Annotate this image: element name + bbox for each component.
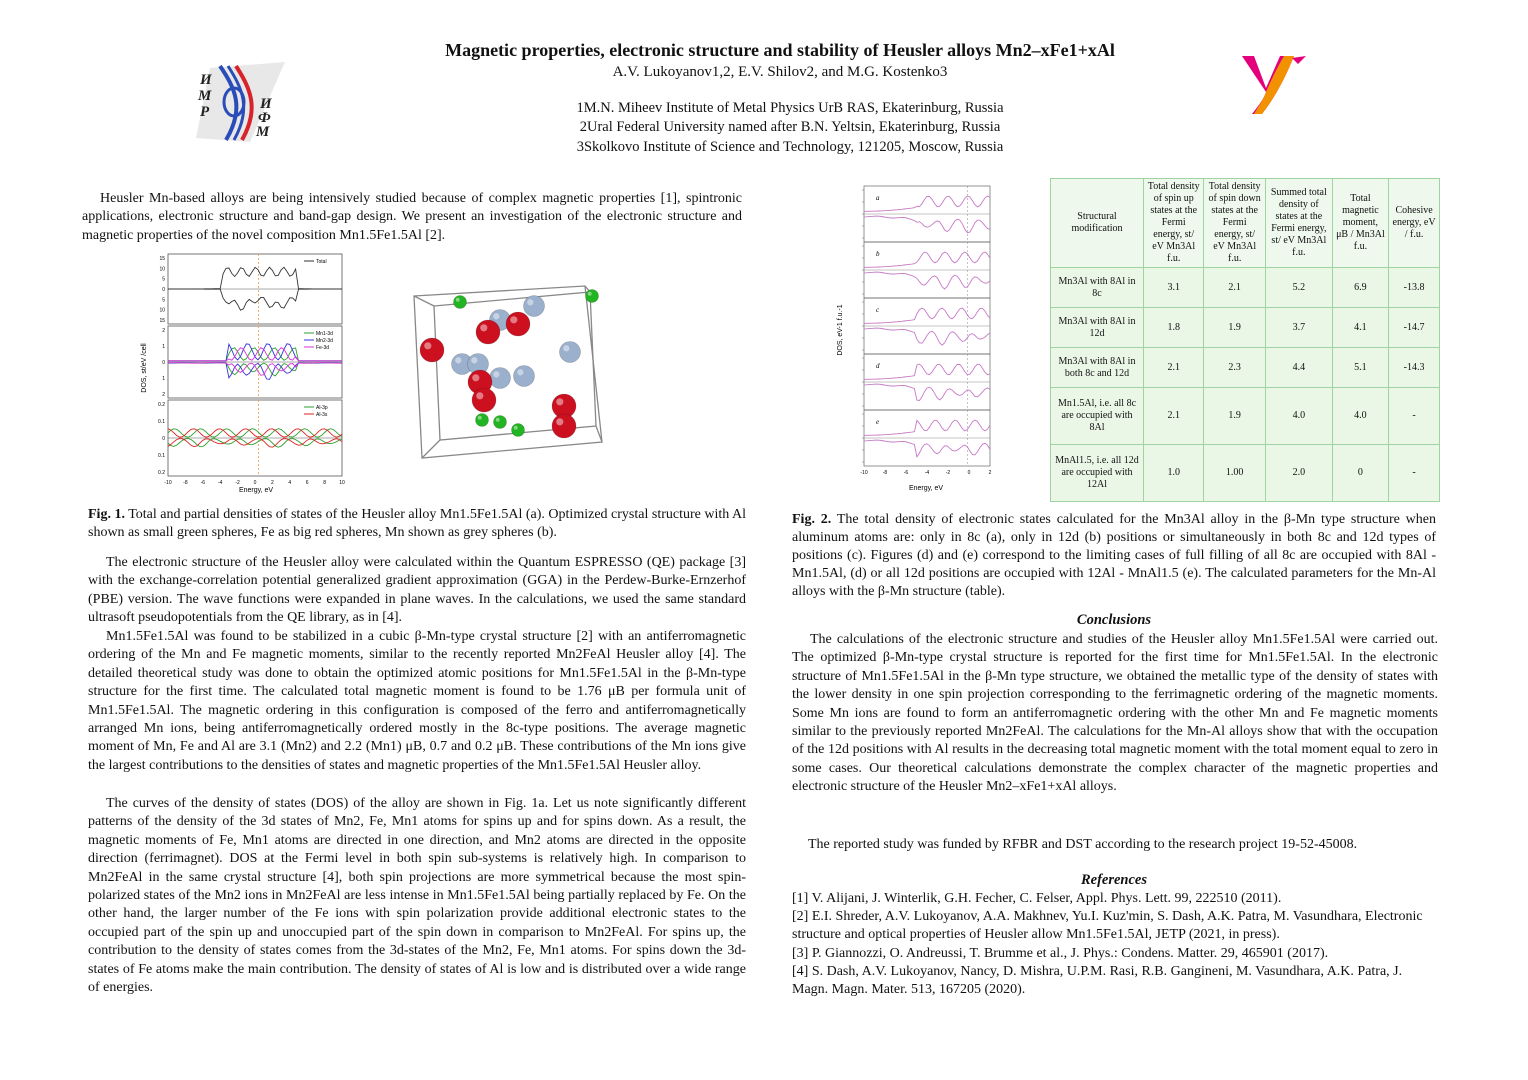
table-cell: 2.1 xyxy=(1144,388,1204,445)
fe-atom xyxy=(476,320,500,344)
fig2-dos-curve-down xyxy=(864,272,990,289)
fe-atom xyxy=(420,338,444,362)
table-cell: Mn3Al with 8Al in both 8c and 12d xyxy=(1051,348,1144,388)
logo-letter-2: М xyxy=(198,88,212,104)
fig2-dos-curve-up xyxy=(864,364,990,379)
fig2-xtick-label: -8 xyxy=(882,470,888,476)
al-atom xyxy=(512,424,525,437)
fig1a-xtick-label: 0 xyxy=(253,480,257,486)
fig1a-ytick-label: 10 xyxy=(159,307,165,314)
atom-highlight xyxy=(510,316,517,323)
fig1a-xtick-label: 6 xyxy=(305,480,309,486)
fig2-xtick-label: -2 xyxy=(945,470,951,476)
table-cell: 2.1 xyxy=(1204,268,1266,308)
fig1a-ytick-label: 1 xyxy=(162,376,165,382)
fig1a-ytick-label: 2 xyxy=(162,328,165,334)
table-cell: 5.1 xyxy=(1332,348,1388,388)
poster-title: Magnetic properties, electronic structure and stability of Heusler alloys Mn2–xFe1+xAl xyxy=(445,40,1115,60)
fig1a-ytick-label: 0.1 xyxy=(158,453,165,459)
results-paragraph: Mn1.5Fe1.5Al was found to be stabilized in a cubic β-Mn-type crystal structure [2] with an antiferromagnetic ordering of the Mn and Fe magnetic moments, similar to the recently reported Mn2FeAl Heusler alloy [4]. The detailed theoretical study was done to obtain the optimized atomic positions for Mn1.5Fe1.5Al in the β-Mn-type structure for the first time. The calculated total magnetic moment is found to be 1.76 μB per formula unit of Mn1.5Fe1.5Al. The magnetic ordering in this configuration is composed of the ferro and antiferromagnetically arranged Mn ions, being antiferromagnetically ordered mostly in the 8c-type positions. The average magnetic moment of Mn, Fe and Al are 3.1 (Mn2) and 2.2 (Mn1) μB, 0.7 and 0.2 μB. These contributions of the Mn ions give the largest contributions to the densities of states and magnetic properties of the Mn1.5Fe1.5Al Heusler alloy. xyxy=(88,629,746,773)
atom-highlight xyxy=(496,418,500,422)
reference-item: [1] V. Alijani, J. Winterlik, G.H. Fecher, C. Felser, Appl. Phys. Lett. 99, 222510 (2011). xyxy=(792,891,1282,906)
logo-letter-4: И xyxy=(260,96,272,112)
fe-atom xyxy=(472,388,496,412)
table-header-cell: Structural modification xyxy=(1051,179,1144,268)
table-header-cell: Total density of spin up states at the Fermi energy, st/ eV Mn3Al f.u. xyxy=(1144,179,1204,268)
atom-highlight xyxy=(514,426,518,430)
fig2-dos-plot xyxy=(830,180,1000,496)
reference-item: [4] S. Dash, A.V. Lukoyanov, Nancy, D. Mishra, U.P.M. Rasi, R.B. Gangineni, M. Vasundhara, A.K. Patra, J. Magn. Magn. Mater. 513, 167205 (2020). xyxy=(792,963,1403,998)
atom-highlight xyxy=(588,292,592,296)
fig2-panel-label: a xyxy=(876,194,880,202)
table-cell: 0 xyxy=(1332,445,1388,502)
table-cell: 1.00 xyxy=(1204,445,1266,502)
affiliation-1: 1M.N. Miheev Institute of Metal Physics UrB RAS, Ekaterinburg, Russia xyxy=(576,100,1004,116)
atom-highlight xyxy=(471,357,477,363)
logo-letter-6: М xyxy=(256,124,270,140)
table-cell: 5.2 xyxy=(1265,268,1332,308)
atom-highlight xyxy=(493,371,499,377)
fig1a-ytick-label: 0.2 xyxy=(158,402,165,408)
authors: A.V. Lukoyanov1,2, E.V. Shilov2, and M.G. Kostenko3 xyxy=(612,64,948,80)
table-cell: 4.4 xyxy=(1265,348,1332,388)
table-cell: MnAl1.5, i.e. all 12d are occupied with 12Al xyxy=(1051,445,1144,502)
fig1a-ytick-label: 5 xyxy=(162,297,165,304)
table-cell: 4.0 xyxy=(1332,388,1388,445)
fig1a-ytick-label: 1 xyxy=(162,344,165,350)
fig2-dos-curve-down xyxy=(864,384,990,400)
logo-letter-3: Р xyxy=(200,104,210,120)
mn-atom xyxy=(524,296,545,317)
fig2-dos-curve-up xyxy=(864,196,990,211)
fig1a-ytick-label: 0 xyxy=(162,360,165,366)
conclusions-paragraph: The calculations of the electronic structure and studies of the Heusler alloy Mn1.5Fe1.5Al were carried out. The optimized β-Mn-type crystal structure is reported for the first time for Mn1.5Fe1.5Al. In the electronic structure of Mn1.5Fe1.5Al in the β-Mn type structure, we obtained the metallic type of the density of states with the lower density in one spin projection corresponding to the ferrimagnetic ordering of the magnetic moments. Some Mn ions are found to form an antiferromagnetic ordering with the other Mn and Fe magnetic moments similar to the previously reported Mn2FeAl. The calculations for the Mn-Al alloys show that with the occupation of the 12d positions with Al results in the decreasing total magnetic moment with the total moment equal to zero in some cases. Our theoretical calculations demonstrate the complex character of the magnetic properties and electronic structure of the Heusler Mn2–xFe1+xAl alloys. xyxy=(792,632,1438,795)
fig2-xtick-label: 0 xyxy=(967,470,971,476)
references-list xyxy=(792,890,1438,999)
table-cell: 4.0 xyxy=(1265,388,1332,445)
table-cell: -14.3 xyxy=(1389,348,1440,388)
fig2-panel-label: c xyxy=(876,306,880,314)
fe-atom xyxy=(552,414,576,438)
table-row xyxy=(1051,348,1440,388)
fig1a-ytick-label: 15 xyxy=(159,256,165,262)
fig1b-crystal-structure xyxy=(400,280,615,470)
fig2-xtick-label: -6 xyxy=(903,470,909,476)
imp-logo xyxy=(190,58,290,146)
fig1a-dos-curve-down xyxy=(168,289,342,310)
fig2-dos-curve-down xyxy=(864,440,990,457)
fig1-caption-label: Fig. 1. xyxy=(88,507,125,522)
table-cell: - xyxy=(1389,388,1440,445)
fig1a-ylabel: DOS, st/eV /cell xyxy=(141,343,148,393)
atom-highlight xyxy=(424,342,431,349)
fig1a-legend-label: Fe-3d xyxy=(316,345,330,351)
fig1a-xtick-label: 2 xyxy=(271,480,274,486)
fig1a-ytick-label: 0.2 xyxy=(158,470,165,476)
table-cell: 1.0 xyxy=(1144,445,1204,502)
table-cell: 6.9 xyxy=(1332,268,1388,308)
table-row xyxy=(1051,268,1440,308)
fig2-dos-curve-up xyxy=(864,308,990,323)
table-header-cell: Total density of spin down states at the Fermi energy, st/ eV Mn3Al f.u. xyxy=(1204,179,1266,268)
fig1a-ytick-label: 2 xyxy=(162,392,165,398)
table-cell: 1.9 xyxy=(1204,388,1266,445)
al-atom xyxy=(586,290,599,303)
atom-highlight xyxy=(456,298,460,302)
conclusions-heading: Conclusions xyxy=(1076,612,1152,628)
funding-note: The reported study was funded by RFBR and DST according to the research project 19-52-45008. xyxy=(808,837,1358,852)
fig1a-ytick-label: 0 xyxy=(162,436,165,442)
mn-atom xyxy=(560,342,581,363)
fig1a-legend-label: Mn1-3d xyxy=(316,331,333,337)
table-cell: 2.0 xyxy=(1265,445,1332,502)
affiliation-3: 3Skolkovo Institute of Science and Technology, 121205, Moscow, Russia xyxy=(576,139,1004,155)
mn-al-properties-table xyxy=(1050,178,1440,502)
atom-highlight xyxy=(527,299,533,305)
fig2-dos-curve-up xyxy=(864,420,990,435)
table-row xyxy=(1051,445,1440,502)
logo-letter-5: Ф xyxy=(258,110,271,126)
atom-highlight xyxy=(480,324,487,331)
al-atom xyxy=(476,414,489,427)
fig2-caption xyxy=(792,511,1436,601)
references-heading: References xyxy=(1080,872,1148,888)
dos-paragraph: The curves of the density of states (DOS) of the alloy are shown in Fig. 1a. Let us note significantly different patterns of the density of the 3d states of Mn2, Fe, Mn1 atoms for spins up and for spins down. As a result, the magnetic moments of Fe, Mn1 atoms are directed in one direction, and Mn2 atoms are directed in the opposite direction (ferrimagnet). DOS at the Fermi level in both spin sub-systems is relatively high. In comparison to Mn2FeAl in the same crystal structure [4], both spin projections are more symmetrical because the most spin-polarized states of the Mn2 ions in Mn2FeAl are less intense in Mn1.5Fe1.5Al being partially replaced by Fe. On the other hand, the larger number of the Fe ions with spin polarization provide additional electronic states to the occupied part of the spin up and unoccupied part of the spin down in comparison to Mn2FeAl. For spins up, the contribution to the density of states comes from the 3d-states of the Mn2, Fe, Mn1 atoms. For spins down the 3d-states of Fe atoms make the main contribution. The density of states of Al is low and is distributed over a wide range of energies. xyxy=(88,796,746,996)
table-cell: 1.9 xyxy=(1204,308,1266,348)
table-cell: 1.8 xyxy=(1144,308,1204,348)
fig2-dos-curve-up xyxy=(864,252,990,267)
table-row xyxy=(1051,388,1440,445)
fig1a-xtick-label: -8 xyxy=(183,480,188,486)
table-cell: Mn3Al with 8Al in 12d xyxy=(1051,308,1144,348)
fig2-caption-label: Fig. 2. xyxy=(792,512,832,527)
fig2-panel-label: d xyxy=(876,362,880,370)
fig2-xlabel: Energy, eV xyxy=(908,485,944,492)
fe-atom xyxy=(506,312,530,336)
table-cell: 2.1 xyxy=(1144,348,1204,388)
intro-paragraph: Heusler Mn-based alloys are being intensively studied because of complex magnetic properties [1], spintronic applications, electronic structure and band-gap design. We present an investigation of the electronic structure and magnetic properties of the novel composition Mn1.5Fe1.5Al [2]. xyxy=(82,191,742,243)
fig2-xtick-label: -10 xyxy=(860,470,868,476)
fig1a-ytick-label: 0.1 xyxy=(158,419,165,425)
atom-highlight xyxy=(472,374,479,381)
fig1a-dos-plot xyxy=(138,248,350,496)
atom-highlight xyxy=(517,369,523,375)
fig1a-xtick-label: 8 xyxy=(323,480,326,486)
fig1a-dos-curve-down xyxy=(168,439,342,448)
fig1a-ytick-label: 15 xyxy=(159,318,165,324)
fig1a-legend-label: Al-3p xyxy=(316,405,328,411)
fig1a-ytick-label: 0 xyxy=(162,287,165,293)
fig1a-ytick-label: 10 xyxy=(159,266,165,273)
fig1-caption-text: Total and partial densities of states of the Heusler alloy Mn1.5Fe1.5Al (a). Optimized crystal structure with Al shown as small green spheres, Fe as big red spheres, Mn shown as grey spheres (b). xyxy=(88,507,746,540)
fig1a-legend-label: Mn2-3d xyxy=(316,338,333,344)
fig2-panel-label: b xyxy=(876,250,880,258)
table-header-cell: Summed total density of states at the Fermi energy, st/ eV Mn3Al f.u. xyxy=(1265,179,1332,268)
table-cell: -14.7 xyxy=(1389,308,1440,348)
affiliation-2: 2Ural Federal University named after B.N. Yeltsin, Ekaterinburg, Russia xyxy=(579,119,1001,135)
fig2-dos-curve-down xyxy=(864,328,990,345)
methods-paragraph: The electronic structure of the Heusler alloy were calculated within the Quantum ESPRESSO (QE) package [3] with the exchange-correlation potential generalized gradient approximation (GGA) in the Perdew-Burke-Ernzerhof (PBE) version. The wave functions were expanded in plane waves. In the calculations, we used the same standard ultrasoft pseudopotentials from the QE library, as in [4]. xyxy=(88,555,746,626)
fig2-xtick-label: -4 xyxy=(924,470,930,476)
al-atom xyxy=(494,416,507,429)
fig1a-legend-label: Total xyxy=(316,259,327,265)
fig1a-ytick-label: 5 xyxy=(162,276,165,283)
table-row xyxy=(1051,308,1440,348)
table-header-cell: Cohesive energy, eV / f.u. xyxy=(1389,179,1440,268)
atom-highlight xyxy=(478,416,482,420)
table-header-row xyxy=(1051,179,1440,268)
table-cell: 3.1 xyxy=(1144,268,1204,308)
table-cell: 2.3 xyxy=(1204,348,1266,388)
atom-highlight xyxy=(493,313,499,319)
atom-highlight xyxy=(556,418,563,425)
fig1a-xtick-label: 4 xyxy=(288,480,292,486)
fig1-caption xyxy=(88,506,746,542)
table-cell: 3.7 xyxy=(1265,308,1332,348)
reference-item: [2] E.I. Shreder, A.V. Lukoyanov, A.A. Makhnev, Yu.I. Kuz'min, S. Dash, A.K. Patra, M. Vasundhara, Electronic structure and optical properties of Heusler allow Mn1.5Fe1.5Al, JETP (2021, in press). xyxy=(792,909,1423,943)
atom-highlight xyxy=(455,357,461,363)
atom-highlight xyxy=(563,345,569,351)
fig2-xtick-label: 2 xyxy=(988,470,992,476)
mn-atom xyxy=(514,366,535,387)
fig2-panel-label: e xyxy=(876,418,880,426)
fig1a-xtick-label: -4 xyxy=(217,480,223,486)
fig1a-xtick-label: -6 xyxy=(200,480,206,486)
table-cell: 4.1 xyxy=(1332,308,1388,348)
logo-letter-1: И xyxy=(200,72,212,88)
fig1a-xtick-label: -10 xyxy=(164,480,172,486)
fig1a-legend-label: Al-3s xyxy=(316,412,328,418)
table-cell: - xyxy=(1389,445,1440,502)
fig1a-xlabel: Energy, eV xyxy=(238,487,274,494)
atom-highlight xyxy=(476,392,483,399)
al-atom xyxy=(454,296,467,309)
reference-item: [3] P. Giannozzi, O. Andreussi, T. Brumme et al., J. Phys.: Condens. Matter. 29, 465901 (2017). xyxy=(792,945,1329,961)
table-cell: Mn1.5Al, i.e. all 8c are occupied with 8Al xyxy=(1051,388,1144,445)
table-header-cell: Total magnetic moment, μB / Mn3Al f.u. xyxy=(1332,179,1388,268)
fig2-caption-text: The total density of electronic states calculated for the Mn3Al alloy in the β-Mn type structure when aluminum atoms are: only in 8c (a), only in 12d (b) positions or simultaneously in both 8c and 12d types of positions (c). Figures (d) and (e) correspond to the limiting cases of full filling of all 8c are occupied with 8Al - Mn1.5Al, (d) or all 12d positions are occupied with 12Al - MnAl1.5 (e). The calculated parameters for the Mn-Al alloys with the β-Mn structure (table). xyxy=(792,512,1436,599)
fig2-ylabel: DOS, eV-1 f.u.-1 xyxy=(837,304,844,356)
fig1a-xtick-label: 10 xyxy=(339,480,345,486)
urfu-logo xyxy=(1236,52,1312,118)
fig1a-dos-curve-up xyxy=(168,267,342,289)
fig2-dos-curve-down xyxy=(864,216,990,233)
atom-highlight xyxy=(556,398,563,405)
fig1a-xtick-label: -2 xyxy=(235,480,240,486)
table-cell: -13.8 xyxy=(1389,268,1440,308)
table-cell: Mn3Al with 8Al in 8c xyxy=(1051,268,1144,308)
mn-atom xyxy=(490,368,511,389)
